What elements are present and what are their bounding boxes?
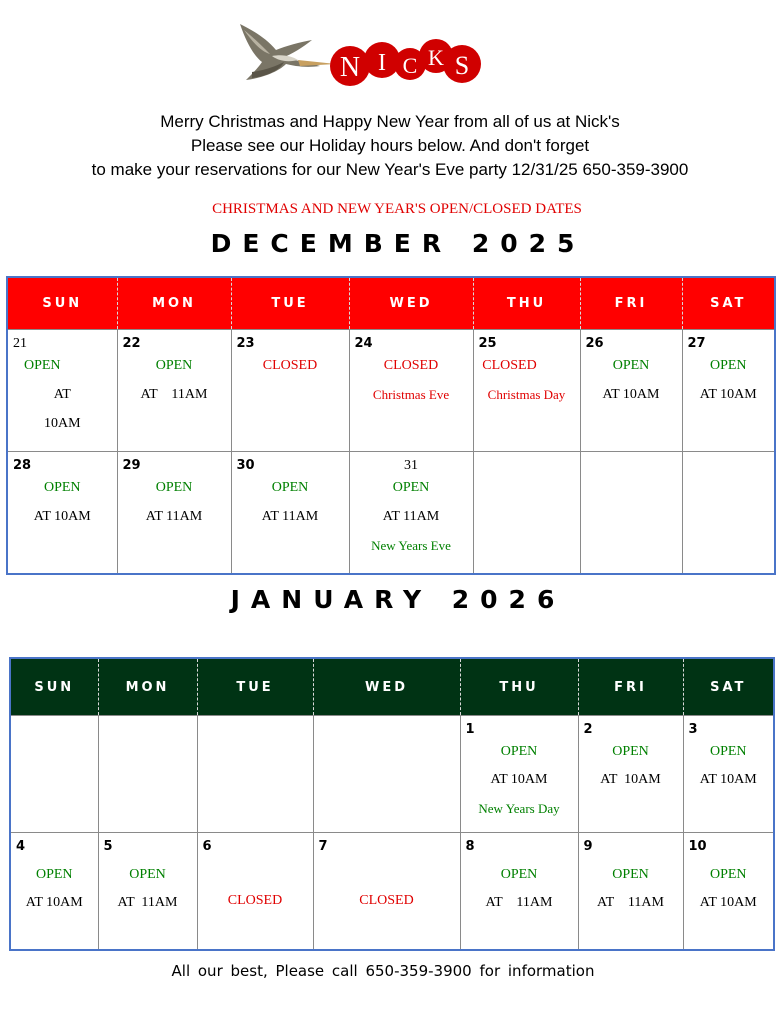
day-number: 21 (13, 336, 27, 351)
day-hours: AT 10AM (699, 387, 757, 402)
day-cell-dec-26 (580, 330, 682, 452)
day-hours: AT 11AM (145, 509, 203, 524)
day-status: OPEN (392, 480, 430, 495)
day-hours: AT 10AM (600, 772, 661, 787)
day-hours: AT 10AM (699, 772, 757, 787)
day-number: 27 (687, 336, 706, 351)
dec-header-sat: SAT (682, 277, 775, 330)
day-status: CLOSED (262, 358, 318, 373)
day-cell-jan-8 (460, 833, 578, 951)
dec-header-fri: FRI (580, 277, 682, 330)
day-number: 24 (354, 336, 373, 351)
day-status: OPEN (500, 867, 538, 882)
day-status: OPEN (612, 744, 649, 759)
day-status: OPEN (23, 358, 61, 373)
january-title: JANUARY 2026 (230, 585, 566, 614)
december-week-1 (7, 330, 775, 452)
december-day-headers (7, 277, 775, 330)
day-hours: AT 10AM (25, 895, 83, 910)
day-cell-jan-2 (578, 716, 683, 833)
day-number: 30 (236, 458, 255, 473)
day-hours: AT 11AM (261, 509, 319, 524)
day-status: OPEN (709, 867, 747, 882)
day-number: 25 (478, 336, 497, 351)
day-number: 26 (585, 336, 604, 351)
pelican-icon (232, 20, 484, 92)
logo-letter-c: C (402, 53, 418, 78)
day-status: OPEN (271, 480, 309, 495)
dec-header-tue: TUE (231, 277, 349, 330)
dates-subheading: CHRISTMAS AND NEW YEAR'S OPEN/CLOSED DATES (212, 201, 582, 217)
logo-letter-n: N (339, 52, 361, 83)
jan-header-thu: THU (460, 658, 578, 716)
day-hours-time: 10AM (43, 416, 81, 431)
logo-letter-s: S (454, 51, 470, 80)
day-cell-dec-29 (117, 452, 231, 575)
day-hours: AT 11AM (382, 509, 440, 524)
day-status: OPEN (35, 867, 73, 882)
day-hours: AT 11AM (485, 895, 553, 910)
intro-line-1: Merry Christmas and Happy New Year from all of us at Nick's (160, 112, 620, 131)
day-number: 29 (122, 458, 141, 473)
day-cell-empty (580, 452, 682, 575)
day-cell-empty (197, 716, 313, 833)
jan-header-wed: WED (313, 658, 460, 716)
dec-header-sun: SUN (7, 277, 117, 330)
day-number: 2 (583, 722, 593, 737)
day-note: New Years Day (478, 801, 560, 816)
nicks-logo (232, 20, 484, 92)
day-cell-jan-6 (197, 833, 313, 951)
day-number: 7 (318, 839, 328, 854)
day-cell-empty (682, 452, 775, 575)
intro-line-2: Please see our Holiday hours below. And don't forget (190, 136, 590, 155)
day-cell-dec-24 (349, 330, 473, 452)
day-cell-dec-30 (231, 452, 349, 575)
december-title: DECEMBER 2025 (210, 229, 586, 258)
day-status: CLOSED (383, 358, 439, 373)
day-cell-jan-7 (313, 833, 460, 951)
day-status: OPEN (500, 744, 538, 759)
day-number: 22 (122, 336, 141, 351)
day-note: Christmas Eve (372, 387, 450, 402)
december-calendar (6, 276, 776, 575)
day-hours: AT 10AM (490, 772, 548, 787)
day-number: 1 (465, 722, 475, 737)
day-status: CLOSED (359, 893, 414, 908)
january-week-2 (10, 833, 774, 951)
day-hours: AT 11AM (597, 895, 664, 910)
jan-header-sun: SUN (10, 658, 98, 716)
dec-header-mon: MON (117, 277, 231, 330)
logo-letter-i: I (378, 50, 386, 76)
day-cell-dec-22 (117, 330, 231, 452)
day-cell-jan-10 (683, 833, 774, 951)
jan-header-tue: TUE (197, 658, 313, 716)
day-cell-empty (10, 716, 98, 833)
day-cell-jan-3 (683, 716, 774, 833)
day-number: 6 (202, 839, 212, 854)
day-number: 10 (688, 839, 707, 854)
day-cell-dec-21 (7, 330, 117, 452)
day-status: OPEN (129, 867, 166, 882)
day-cell-jan-5 (98, 833, 197, 951)
footer-note: All our best, Please call 650-359-3900 for information (171, 962, 595, 980)
day-cell-dec-25 (473, 330, 580, 452)
intro-line-3: to make your reservations for our New Year's Eve party 12/31/25 650-359-3900 (91, 160, 689, 179)
january-week-1 (10, 716, 774, 833)
day-cell-jan-9 (578, 833, 683, 951)
day-cell-dec-31 (349, 452, 473, 575)
day-hours: AT (53, 387, 71, 402)
day-number: 31 (404, 458, 418, 473)
day-status: OPEN (612, 867, 649, 882)
day-status: OPEN (43, 480, 81, 495)
january-calendar (9, 657, 775, 951)
january-day-headers (10, 658, 774, 716)
day-status: OPEN (709, 358, 747, 373)
day-number: 8 (465, 839, 475, 854)
day-cell-jan-4 (10, 833, 98, 951)
day-number: 3 (688, 722, 698, 737)
jan-header-mon: MON (98, 658, 197, 716)
day-number: 5 (103, 839, 113, 854)
day-number: 9 (583, 839, 593, 854)
jan-header-sat: SAT (683, 658, 774, 716)
day-hours: AT 11AM (117, 895, 178, 910)
day-cell-empty (473, 452, 580, 575)
december-week-2 (7, 452, 775, 575)
day-hours: AT 11AM (140, 387, 208, 402)
day-status: OPEN (155, 480, 193, 495)
day-status: CLOSED (227, 893, 283, 908)
day-number: 4 (16, 839, 26, 854)
day-number: 28 (13, 458, 32, 473)
day-hours: AT 10AM (602, 387, 660, 402)
day-status: OPEN (612, 358, 650, 373)
day-number: 23 (236, 336, 255, 351)
day-cell-empty (98, 716, 197, 833)
day-cell-empty (313, 716, 460, 833)
day-note: Christmas Day (487, 387, 566, 402)
day-note: New Years Eve (371, 538, 451, 553)
dec-header-wed: WED (349, 277, 473, 330)
day-status: OPEN (155, 358, 193, 373)
day-cell-dec-23 (231, 330, 349, 452)
dec-header-thu: THU (473, 277, 580, 330)
day-cell-jan-1 (460, 716, 578, 833)
day-hours: AT 10AM (33, 509, 91, 524)
jan-header-fri: FRI (578, 658, 683, 716)
day-status: CLOSED (482, 358, 537, 373)
day-cell-dec-28 (7, 452, 117, 575)
logo-letter-k: K (428, 45, 444, 70)
day-hours: AT 10AM (699, 895, 757, 910)
day-cell-dec-27 (682, 330, 775, 452)
day-status: OPEN (709, 744, 747, 759)
